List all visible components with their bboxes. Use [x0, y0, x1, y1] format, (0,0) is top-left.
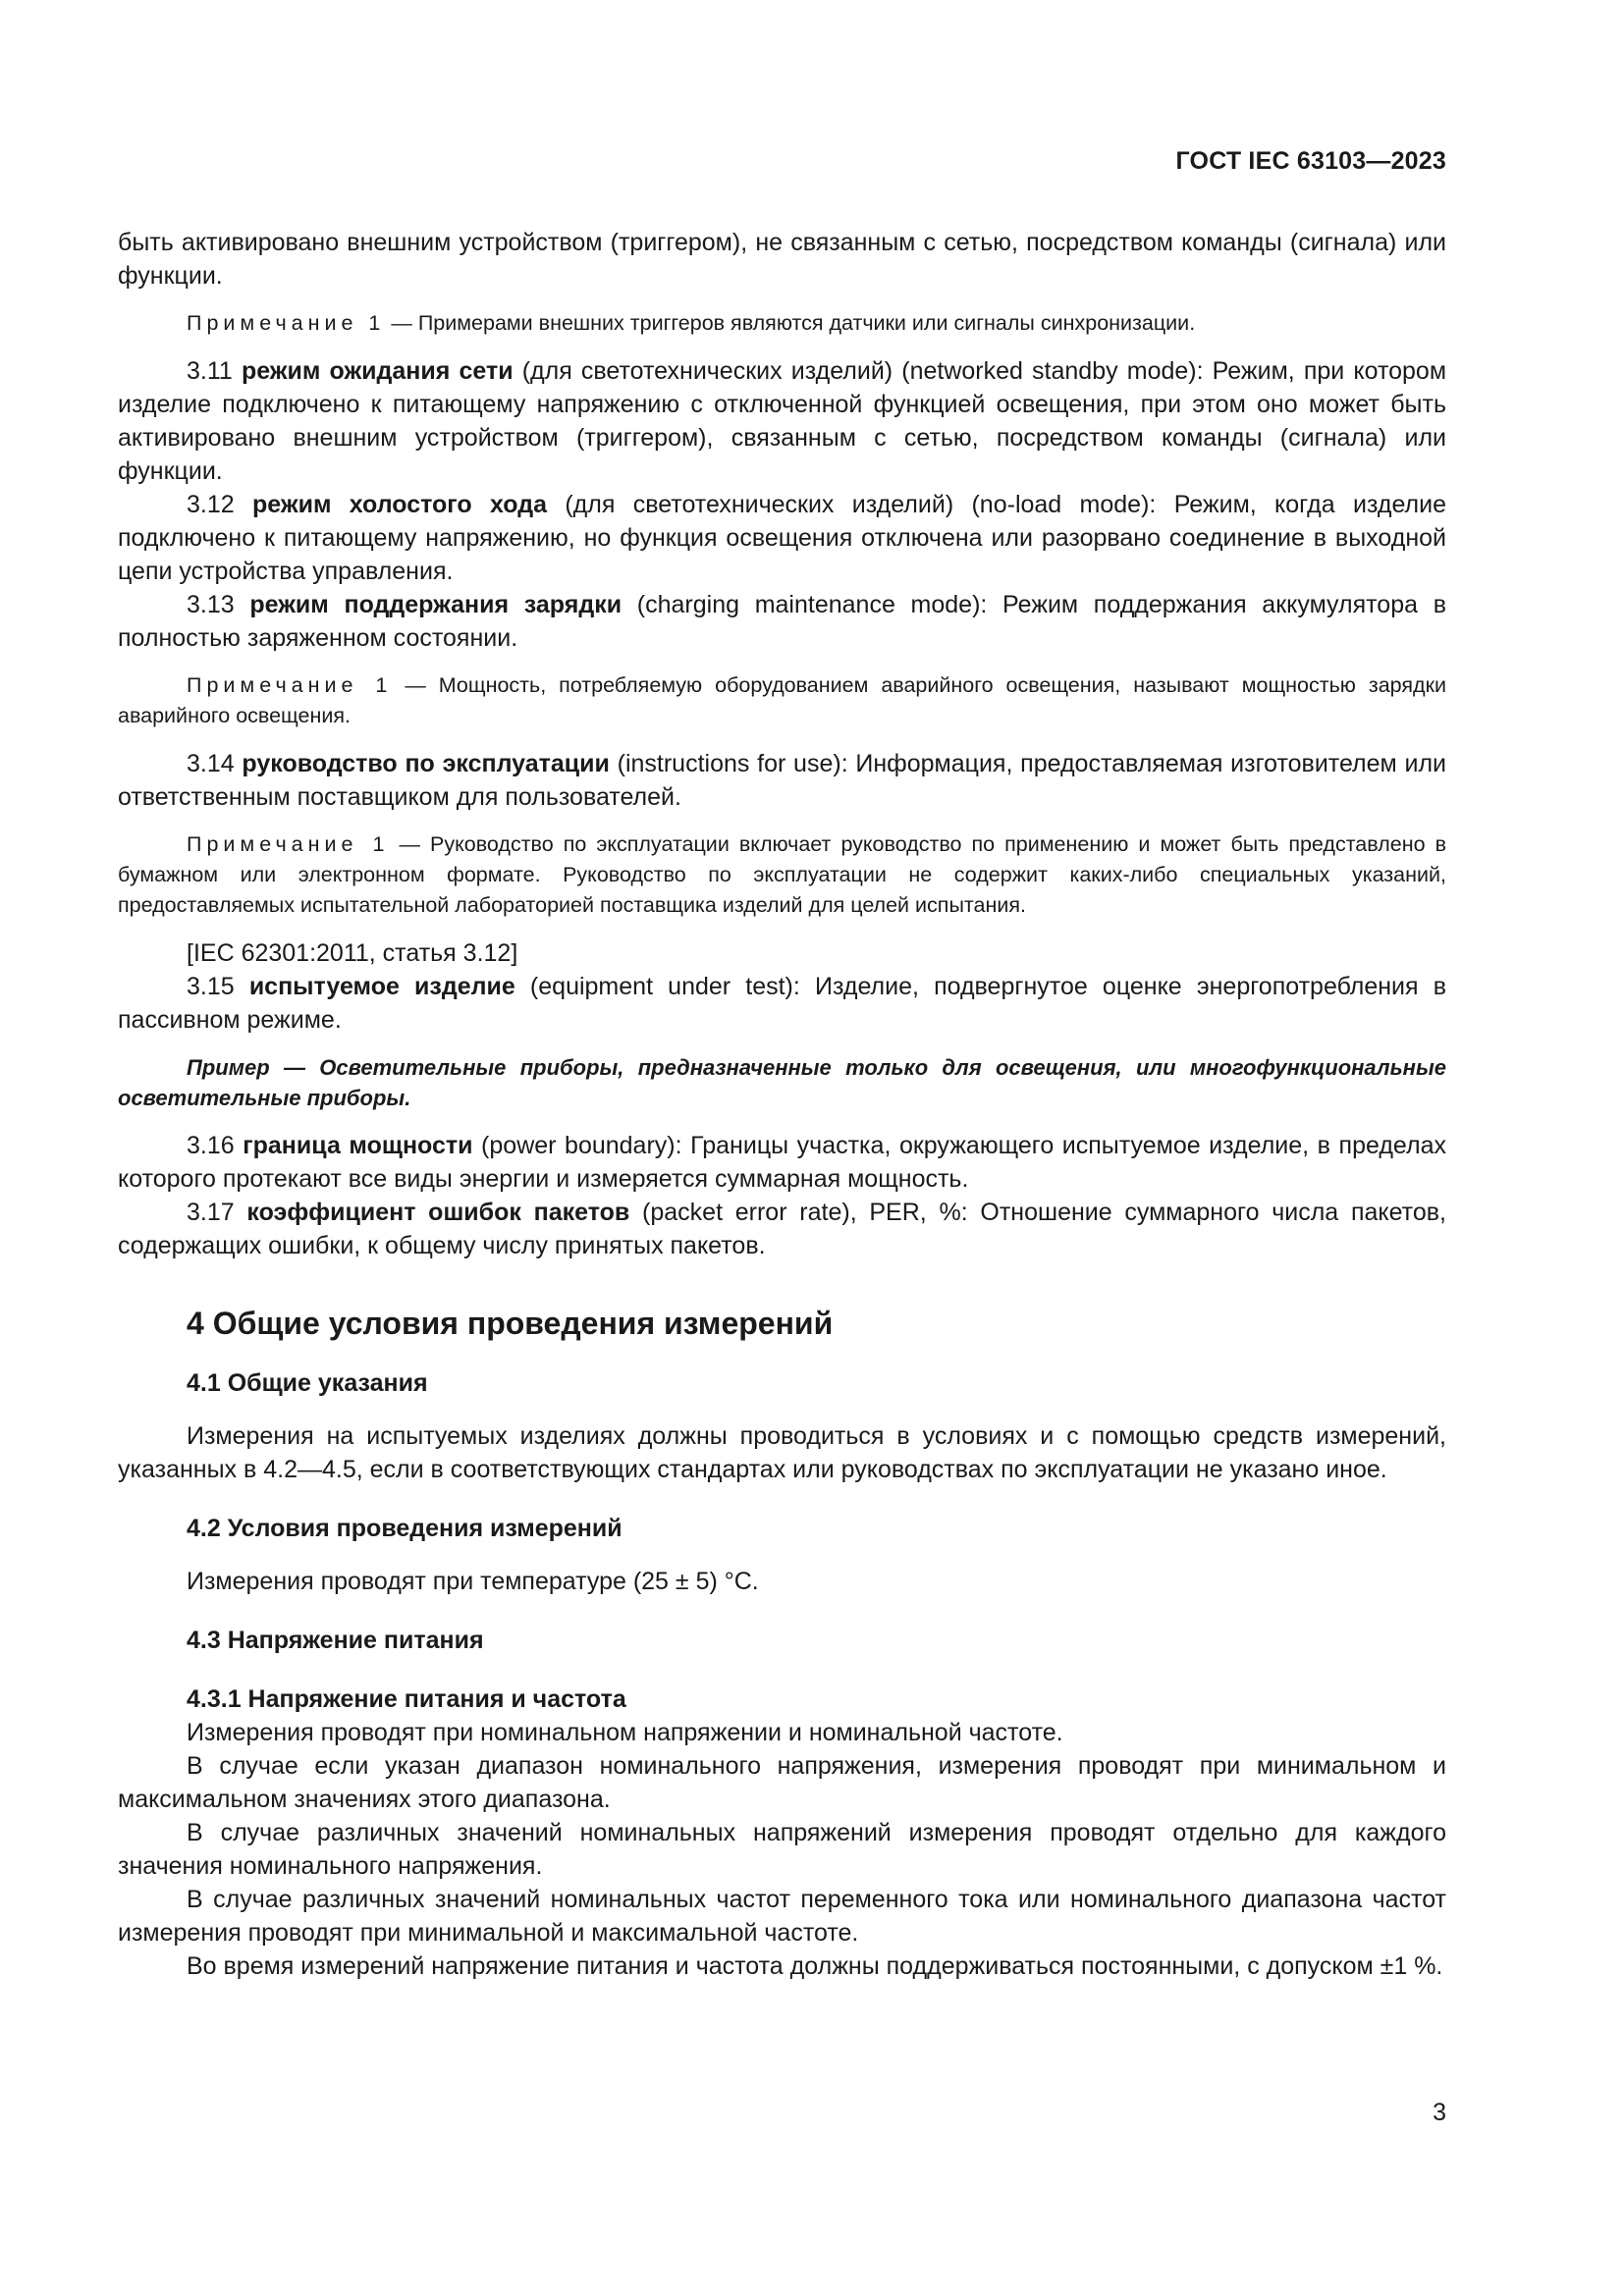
definition-term: испытуемое изделие [248, 973, 515, 1000]
definition-text: (для светотехнических изделий) (networked standby mode): Режим, при котором изделие подключено к питающему напряжению с отключенной функцией освещения, при этом оно может быть активировано внешним устройством (триггером), связанным с сетью, посредством команды (сигнала) или функции. [118, 357, 1447, 485]
note-label: Примечание 1 [187, 832, 390, 856]
definition-3-17 [118, 1196, 1446, 1262]
section-4-1-text: Измерения на испытуемых изделиях должны проводиться в условиях и с помощью средств измерений, указанных в 4.2—4.5, если в соответствующих стандартах или руководствах по эксплуатации не указано иное. [118, 1422, 1446, 1483]
definition-number: 3.12 [187, 491, 252, 518]
definition-text: (instructions for use): Информация, предоставляемая изготовителем или ответственным поставщиком для пользователей. [118, 750, 1446, 811]
section-4-3-heading: 4.3 Напряжение питания [187, 1627, 484, 1654]
section-4-3-1-paragraph-1: Измерения проводят при номинальном напряжении и номинальной частоте. [187, 1719, 1063, 1746]
definition-term: руководство по эксплуатации [242, 750, 610, 777]
definition-text: (для светотехнических изделий) (no-load mode): Режим, когда изделие подключено к питающему напряжению, но функция освещения отключена или разорвано соединение в выходной цепи устройства управления. [118, 491, 1446, 585]
definition-text: (packet error rate), PER, %: Отношение суммарного числа пакетов, содержащих ошибки, к общему числу принятых пакетов. [118, 1199, 1446, 1259]
definition-number: 3.11 [187, 357, 242, 385]
section-4-3-1-paragraph-3: В случае различных значений номинальных напряжений измерения проводят отдельно для каждого значения номинального напряжения. [118, 1819, 1446, 1880]
definition-number: 3.14 [187, 750, 243, 777]
definition-term: граница мощности [243, 1132, 473, 1159]
section-4-3-1-paragraph-2: В случае если указан диапазон номинального напряжения, измерения проводят при минимальном и максимальном значениях этого диапазона. [118, 1752, 1446, 1813]
definition-3-15 [118, 970, 1446, 1037]
note-text: — Мощность, потребляемую оборудованием аварийного освещения, называют мощностью зарядки аварийного освещения. [118, 673, 1446, 727]
definition-number: 3.16 [187, 1132, 244, 1159]
definition-3-14 [118, 747, 1446, 814]
definition-term: коэффициент ошибок пакетов [246, 1199, 630, 1226]
note-2 [118, 670, 1446, 731]
page-content [118, 226, 1446, 1983]
section-4-2-heading: 4.2 Условия проведения измерений [187, 1515, 623, 1542]
example-note: Пример — Осветительные приборы, предназначенные только для освещения, или многофункциональные осветительные приборы. [118, 1055, 1446, 1110]
note-1 [118, 308, 1446, 339]
definition-term: режим поддержания зарядки [249, 591, 623, 618]
note-label: Примечание 1 [187, 673, 393, 697]
definition-3-16 [118, 1129, 1446, 1196]
section-4-2-text: Измерения проводят при температуре (25 ± 5) °С. [187, 1568, 759, 1595]
definition-number: 3.17 [187, 1199, 247, 1226]
note-text: — Примерами внешних триггеров являются датчики или сигналы синхронизации. [385, 311, 1196, 335]
definition-number: 3.13 [187, 591, 250, 618]
section-4-1-heading: 4.1 Общие указания [187, 1369, 428, 1397]
section-4-heading: 4 Общие условия проведения измерений [187, 1306, 834, 1341]
definition-3-11 [118, 354, 1446, 488]
page-number: 3 [1433, 2099, 1446, 2126]
definition-text: (charging maintenance mode): Режим поддержания аккумулятора в полностью заряженном состоянии. [118, 591, 1446, 652]
definition-3-13 [118, 588, 1446, 655]
note-label: Примечание 1 [187, 311, 386, 335]
definition-3-12 [118, 488, 1446, 588]
definition-text: (power boundary): Границы участка, окружающего испытуемое изделие, в пределах которого протекают все виды энергии и измеряется суммарная мощность. [118, 1132, 1446, 1193]
reference-citation: [IEC 62301:2011, статья 3.12] [187, 939, 518, 967]
paragraph-continuation: быть активировано внешним устройством (триггером), не связанным с сетью, посредством команды (сигнала) или функции. [118, 229, 1446, 290]
section-4-3-1-heading: 4.3.1 Напряжение питания и частота [187, 1685, 626, 1713]
document-header: ГОСТ IEC 63103—2023 [1175, 147, 1446, 175]
section-4-3-1-paragraph-5: Во время измерений напряжение питания и частота должны поддерживаться постоянными, с допуском ±1 %. [187, 1952, 1443, 1980]
section-4-3-1-paragraph-4: В случае различных значений номинальных частот переменного тока или номинального диапазона частот измерения проводят при минимальной и максимальной частоте. [118, 1886, 1446, 1947]
definition-number: 3.15 [187, 973, 249, 1000]
definition-term: режим холостого хода [252, 491, 547, 518]
note-3 [118, 829, 1446, 921]
definition-text: (equipment under test): Изделие, подвергнутое оценке энергопотребления в пассивном режиме. [118, 973, 1447, 1034]
definition-term: режим ожидания сети [241, 357, 514, 385]
note-text: — Руководство по эксплуатации включает руководство по применению и может быть представлено в бумажном или электронном формате. Руководство по эксплуатации не содержит каких-либо специальных указаний, предоставляемых испытательной лабораторией поставщика изделий для целей испытания. [118, 832, 1446, 917]
